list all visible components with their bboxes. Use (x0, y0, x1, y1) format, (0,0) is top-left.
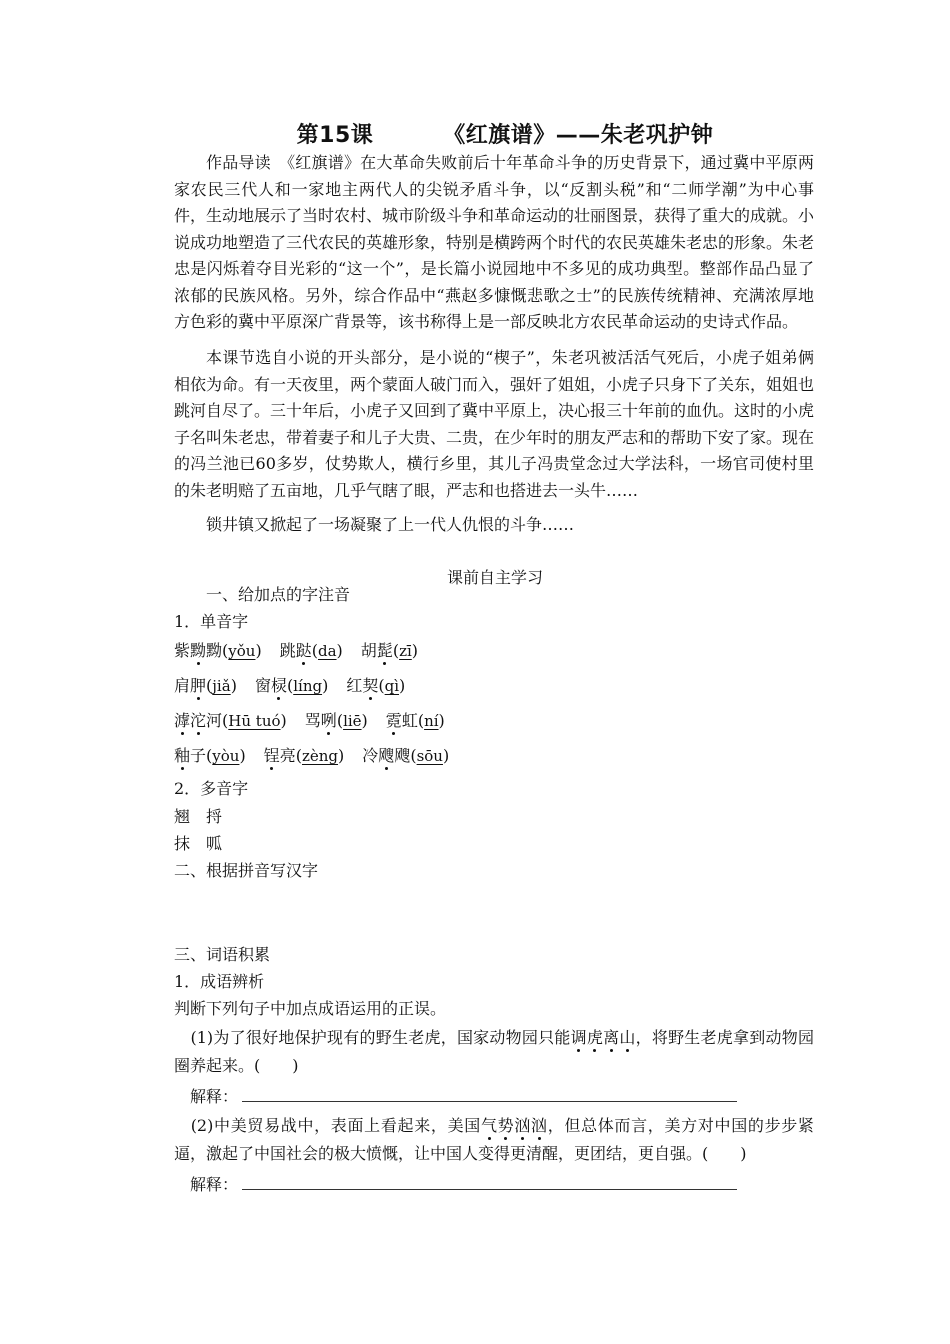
lesson-number: 第15课 (296, 123, 374, 148)
word: 锃亮 (263, 746, 296, 765)
dotted-char: 髭 (376, 641, 393, 660)
word: 窗棂 (254, 676, 287, 695)
pinyin: zī (399, 642, 412, 660)
dotted-char: 汹 (531, 1116, 548, 1135)
pronunciation-row (174, 675, 423, 697)
word: 跳跶 (279, 641, 312, 660)
pinyin: yòu (212, 747, 240, 765)
pinyin: Hū tuó (228, 712, 281, 730)
dotted-char: 虎 (586, 1028, 604, 1047)
dotted-char: 跶 (295, 641, 312, 660)
explain-line-2 (174, 1174, 737, 1196)
question-text: 中美贸易战中，表面上看起来，美国 (213, 1116, 481, 1135)
part2-heading: 二、根据拼音写汉字 (174, 861, 319, 880)
pronunciation-row (174, 710, 463, 732)
pronunciation-item: 胡髭(zī) (360, 641, 419, 660)
pronunciation-item: 冷飕飕(sōu) (362, 746, 450, 765)
lesson-title (0, 118, 950, 149)
question-1 (174, 1024, 814, 1080)
multi-char-row (174, 833, 222, 855)
pronunciation-item: 肩胛(jiǎ) (174, 676, 237, 695)
explain-label: 解释： (190, 1087, 239, 1106)
dotted-char: 黝 (190, 641, 207, 660)
dotted-idiom (481, 1116, 548, 1135)
dotted-idiom (571, 1028, 636, 1047)
part3-heading: 三、词语积累 (174, 945, 271, 964)
pinyin: yǒu (228, 642, 256, 660)
lesson-work-title: 《红旗谱》——朱老巩护钟 (443, 123, 714, 148)
dotted-char: 调 (570, 1028, 587, 1047)
pronunciation-item: 滹沱河(Hū tuó) (174, 711, 287, 730)
dotted-char: 契 (362, 676, 379, 695)
question-text: ，但总体而言，美方对中国的步步紧逼，激起了中国社会的极大愤慨，让中国人变得更清醒，更团结，更自强。( ) (174, 1116, 814, 1163)
pronunciation-item: 锃亮(zèng) (263, 746, 345, 765)
pronunciation-row (174, 745, 467, 767)
dotted-char: 滹 (174, 711, 191, 730)
word: 紫黝黝 (174, 641, 223, 660)
dotted-char: 咧 (320, 711, 337, 730)
dotted-char: 势 (497, 1116, 515, 1135)
word: 胡髭 (360, 641, 393, 660)
pinyin: qì (384, 677, 400, 695)
word: 红契 (346, 676, 379, 695)
intro-label: 作品导读 (206, 153, 271, 172)
pronunciation-item: 釉子(yòu) (174, 746, 246, 765)
dotted-char: 锃 (263, 746, 280, 765)
multi-char-heading: 2．多音字 (174, 779, 249, 798)
dotted-char: 离 (603, 1028, 620, 1047)
word: 骂咧 (304, 711, 337, 730)
part1-heading: 一、给加点的字注音 (206, 585, 351, 604)
word: 滹沱河 (174, 711, 223, 730)
multi-char: 捋 (206, 807, 223, 826)
multi-char-row (174, 806, 222, 828)
lock-line-section (174, 512, 814, 538)
multi-char: 翘 (174, 807, 191, 826)
pinyin: sōu (416, 747, 443, 765)
pronunciation-item: 窗棂(líng) (254, 676, 329, 695)
dotted-char: 山 (619, 1028, 636, 1047)
dotted-char: 气 (480, 1116, 498, 1135)
pinyin: jiǎ (212, 677, 231, 695)
intro-section (174, 150, 814, 336)
idiom-heading: 1．成语辨析 (174, 972, 265, 991)
dotted-char: 霓 (385, 711, 402, 730)
dotted-char: 飕 (378, 746, 395, 765)
word: 冷飕飕 (362, 746, 411, 765)
pinyin: ní (424, 712, 439, 730)
pinyin: da (318, 642, 337, 660)
explain-line-1 (174, 1086, 737, 1108)
word: 釉子 (174, 746, 207, 765)
question-number: (2) (190, 1116, 214, 1135)
excerpt-section (174, 345, 814, 504)
dotted-char: 汹 (514, 1116, 532, 1135)
multi-char: 抹 (174, 834, 191, 853)
word: 霓虹 (385, 711, 418, 730)
idiom-instruction: 判断下列句子中加点成语运用的正误。 (174, 999, 447, 1018)
pronunciation-item: 霓虹(ní) (385, 711, 445, 730)
question-text: ，将野生老虎拿到动物园圈养起来。( ) (174, 1028, 814, 1075)
lock-line: 锁井镇又掀起了一场凝聚了上一代人仇恨的斗争…… (206, 515, 575, 534)
explain-label: 解释： (190, 1175, 239, 1194)
excerpt-paragraph: 本课节选自小说的开头部分，是小说的“楔子”，朱老巩被活活气死后，小虎子姐弟俩相依为命。有一天夜里，两个蒙面人破门而入，强奸了姐姐，小虎子只身下了关东，姐姐也跳河自尽了。三十年后，小虎子又回到了冀中平原上，决心报三十年前的血仇。这时的小虎子名叫朱老忠，带着妻子和儿子大贵、二贵，在少年时的朋友严志和的帮助下安了家。现在的冯兰池已60多岁，仗势欺人，横行乡里，其儿子冯贵堂念过大学法科，一场官司使村里的朱老明赔了五亩地，几乎气瞎了眼，严志和也搭进去一头牛…… (174, 348, 815, 500)
multi-char: 呱 (206, 834, 223, 853)
pronunciation-row (174, 640, 436, 662)
pronunciation-item: 跳跶(da) (279, 641, 343, 660)
pronunciation-item: 紫黝黝(yǒu) (174, 641, 262, 660)
pinyin: líng (293, 677, 323, 695)
pronunciation-item: 骂咧(liē) (304, 711, 368, 730)
answer-blank[interactable] (242, 1087, 737, 1102)
dotted-char: 胛 (190, 676, 207, 695)
question-2 (174, 1112, 814, 1168)
word: 肩胛 (174, 676, 207, 695)
pronunciation-item: 红契(qì) (346, 676, 406, 695)
dotted-char: 釉 (174, 746, 191, 765)
pinyin: zèng (301, 747, 339, 765)
pinyin: liē (343, 712, 362, 730)
question-number: (1) (190, 1028, 214, 1047)
dotted-char: 棂 (270, 676, 287, 695)
single-char-heading: 1．单音字 (174, 612, 249, 631)
dotted-char: 沱 (190, 711, 207, 730)
intro-paragraph (174, 150, 814, 336)
answer-blank[interactable] (242, 1175, 737, 1190)
intro-text: 《红旗谱》在大革命失败前后十年革命斗争的历史背景下，通过冀中平原两家农民三代人和一家地主两代人的尖锐矛盾斗争，以“反割头税”和“二师学潮”为中心事件，生动地展示了当时农村、城市阶级斗争和革命运动的壮丽图景，获得了重大的成就。小说成功地塑造了三代农民的英雄形象，特别是横跨两个时代的农民英雄朱老忠的形象。朱老忠是闪烁着夺目光彩的“这一个”，是长篇小说园地中不多见的成功典型。整部作品凸显了浓郁的民族风格。另外，综合作品中“燕赵多慷慨悲歌之士”的民族传统精神、充满浓厚地方色彩的冀中平原深广背景等，该书称得上是一部反映北方农民革命运动的史诗式作品。 (174, 153, 815, 331)
question-text: 为了很好地保护现有的野生老虎，国家动物园只能 (213, 1028, 571, 1047)
section-title: 课前自主学习 (446, 568, 543, 587)
